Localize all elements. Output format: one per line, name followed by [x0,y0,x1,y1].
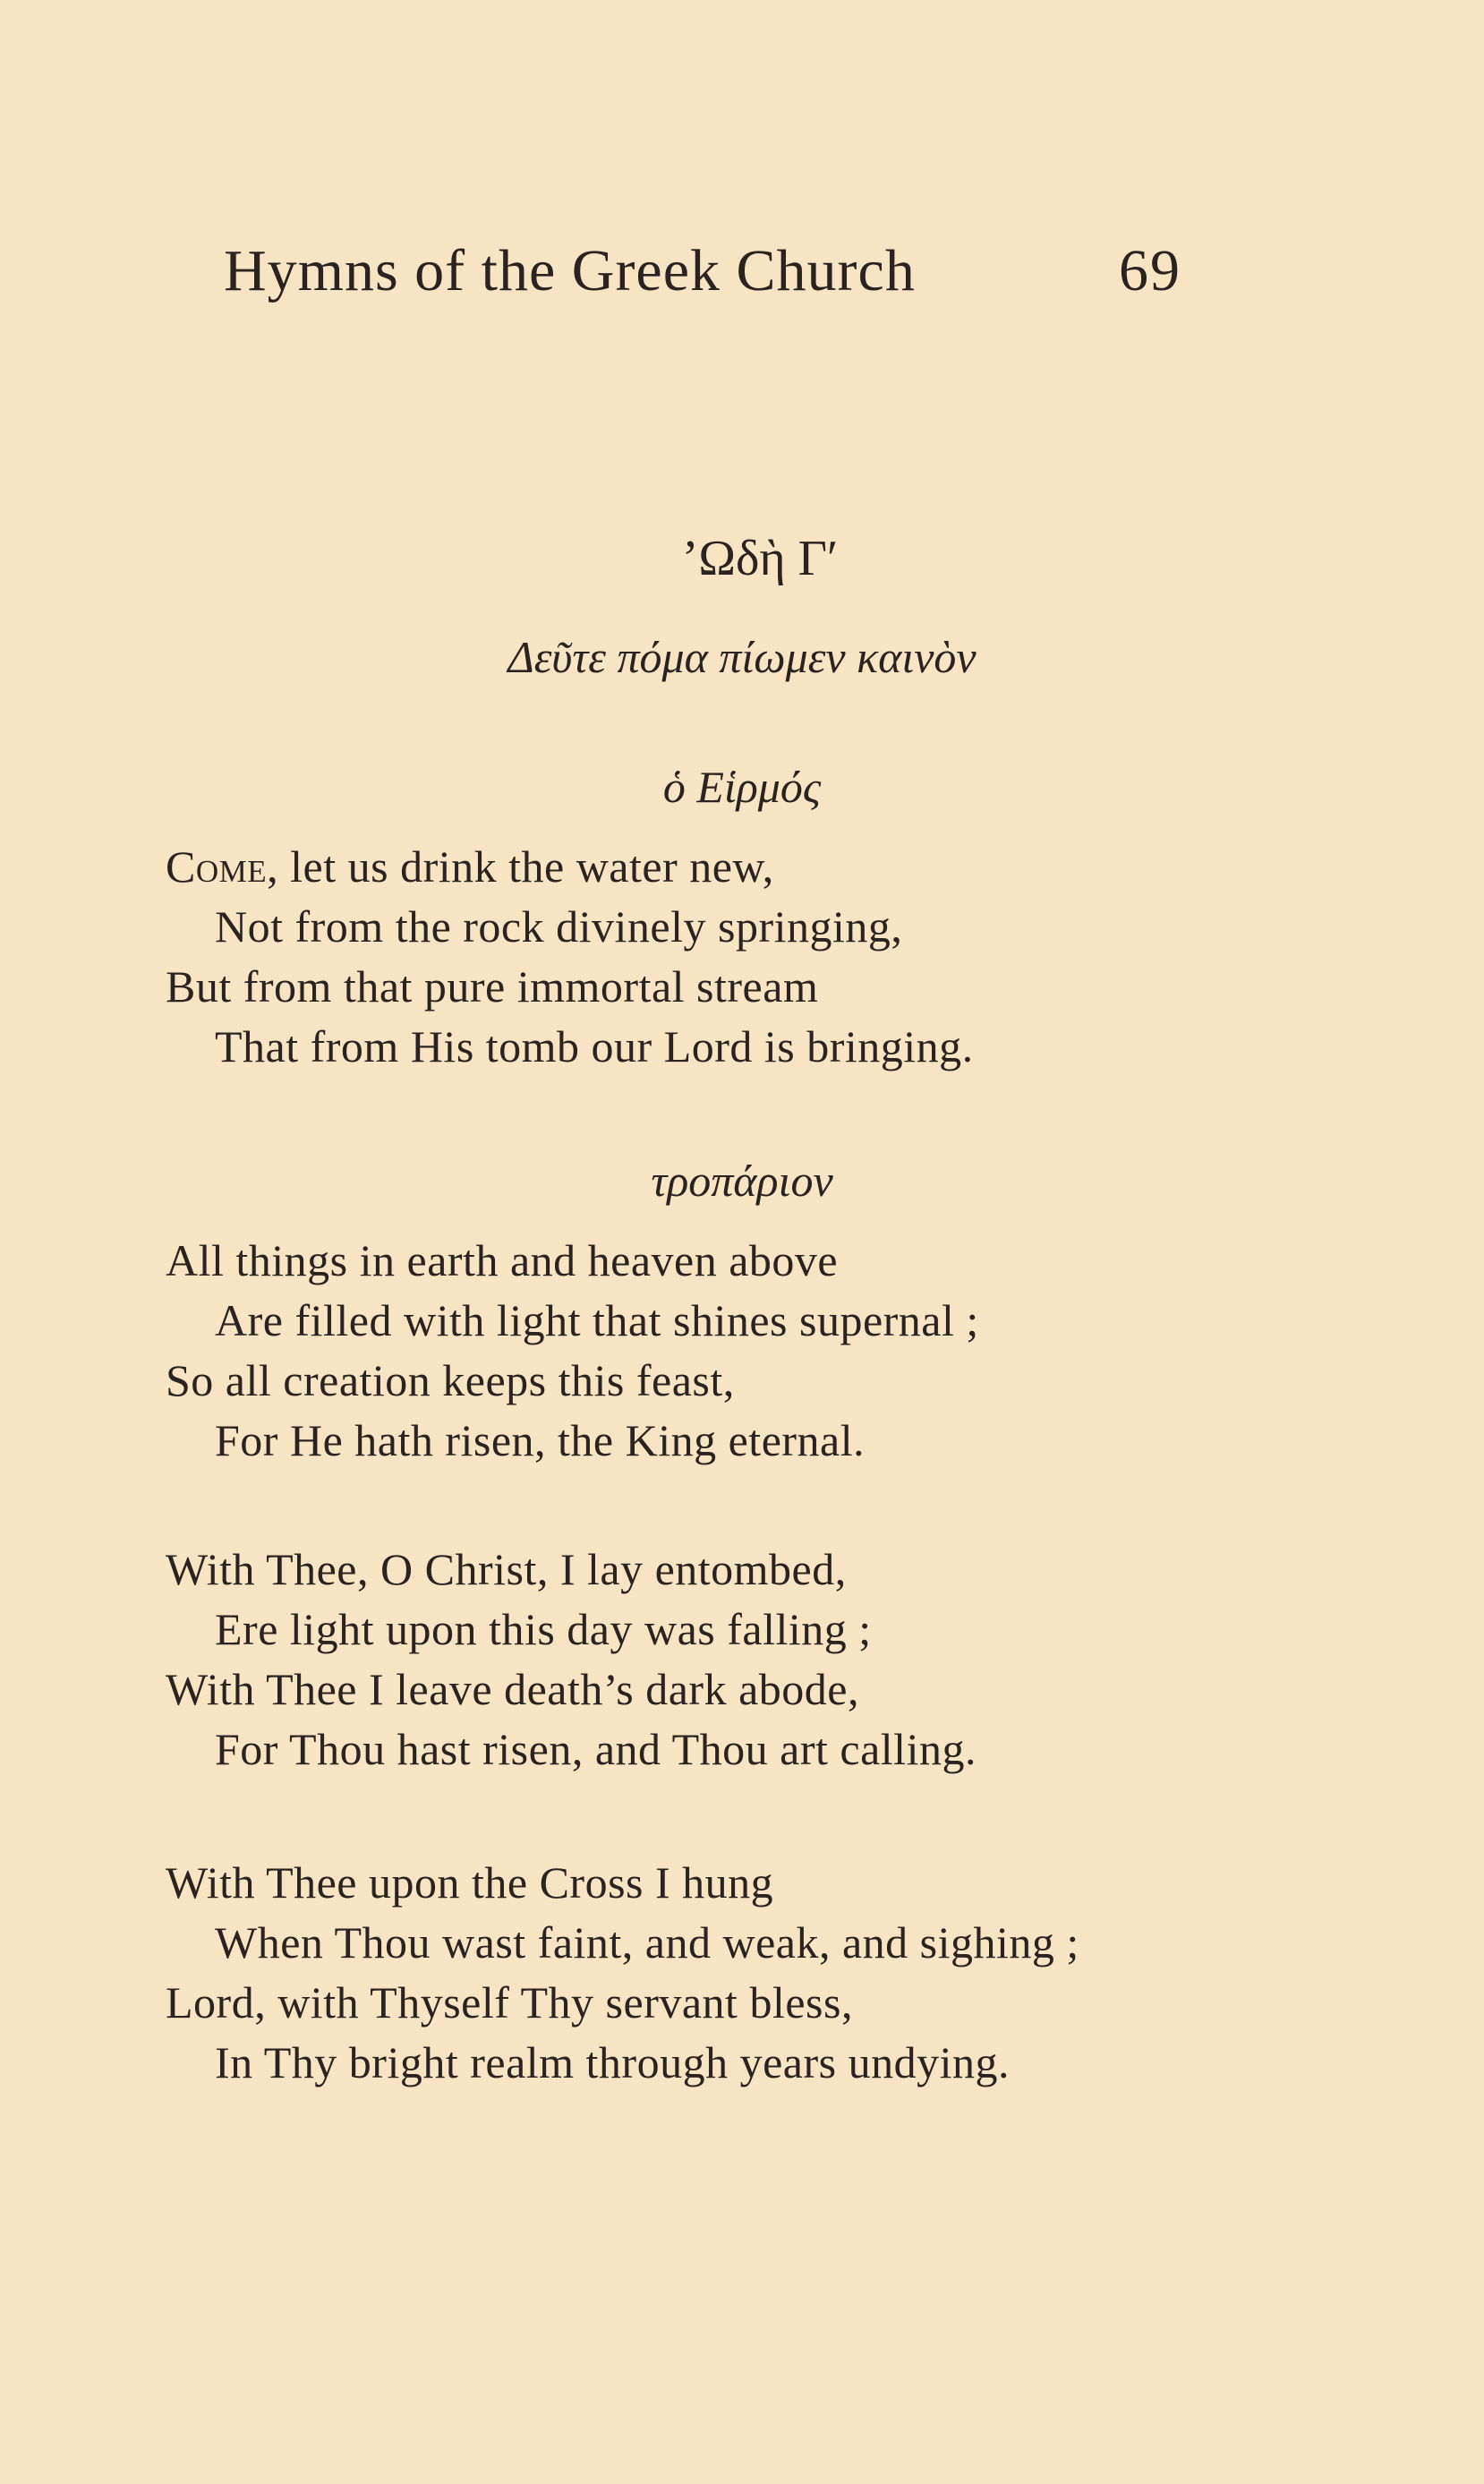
verse-line: Lord, with Thyself Thy servant bless, [166,1977,853,2027]
stanza-3 [166,1540,1437,1780]
verse-line: When Thou wast faint, and weak, and sighing ; [215,1917,1079,1968]
verse-line: With Thee upon the Cross I hung [166,1857,774,1908]
ode-title: ’Ωδὴ Γ′ [681,531,839,586]
verse-line: So all creation keeps this feast, [166,1355,735,1405]
verse-line: Not from the rock divinely springing, [215,901,903,952]
greek-author: ὁ Εἱρμός [662,762,822,812]
stanza-2 [166,1231,1437,1471]
stanza-4 [166,1853,1437,2093]
verse-line: In Thy bright realm through years undying. [215,2037,1010,2087]
verse-line: All things in earth and heaven above [166,1235,839,1285]
verse-line [166,837,1437,897]
verse-line: But from that pure immortal stream [166,961,819,1012]
initial-word: Come, [166,841,279,892]
verse-line: That from His tomb our Lord is bringing. [215,1021,974,1071]
verse-line: Are filled with light that shines supernal ; [215,1295,979,1345]
greek-incipit: Δεῦτε πόμα πίωμεν καινὸν [507,632,977,682]
running-head [224,237,1181,309]
verse-line-rest: let us drink the water new, [278,841,774,892]
verse-line: Ere light upon this day was falling ; [215,1604,872,1654]
running-title: Hymns of the Greek Church [224,238,916,303]
greek-section-heading: τροπάριον [651,1156,833,1206]
page-number: 69 [1119,238,1181,303]
stanza-1 [166,837,1437,1077]
verse-line: For Thou hast risen, and Thou art calling. [215,1724,977,1774]
verse-line: With Thee I leave death’s dark abode, [166,1664,859,1714]
verse-line: For He hath risen, the King eternal. [215,1415,866,1465]
verse-line: With Thee, O Christ, I lay entombed, [166,1544,847,1594]
